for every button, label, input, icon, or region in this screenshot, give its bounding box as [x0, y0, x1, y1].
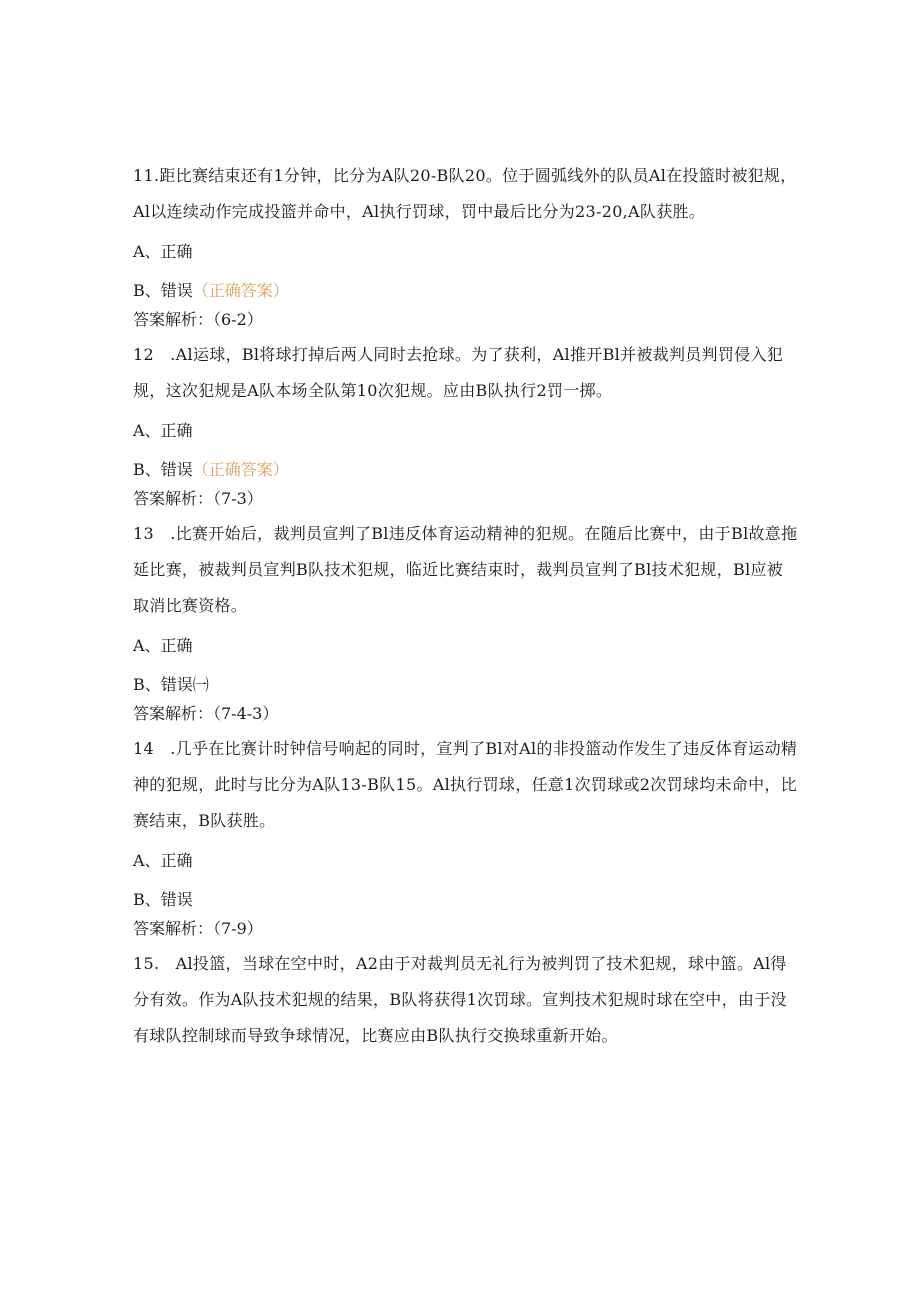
- option-b-label: B、错误: [133, 890, 193, 909]
- option-b: [133, 460, 798, 480]
- question-text: 12 .Al运球，Bl将球打掉后两人同时去抢球。为了获利，Al推开Bl并被裁判员判罚侵入犯规，这次犯规是A队本场全队第10次犯规。应由B队执行2罚一掷。: [133, 345, 784, 400]
- question-text: 11.距比赛结束还有1分钟，比分为A队20-B队20。位于圆弧线外的队员Al在投篮时被犯规，Al以连续动作完成投篮并命中，Al执行罚球，罚中最后比分为23-20,A队获胜。: [133, 166, 797, 221]
- question-14: [133, 731, 798, 939]
- option-b-label: B、错误: [133, 460, 193, 479]
- option-a: A、正确: [133, 636, 193, 655]
- option-a: A、正确: [133, 851, 193, 870]
- option-b-label: B、错误㈠: [133, 675, 209, 694]
- question-11: [133, 158, 798, 330]
- option-a: A、正确: [133, 421, 193, 440]
- question-15: [133, 946, 798, 1054]
- answer-analysis: 答案解析：（7-9）: [133, 919, 263, 938]
- question-text: 14 .几乎在比赛计时钟信号响起的同时，宣判了Bl对Al的非投篮动作发生了违反体育运动精神的犯规，此时与比分为A队13-B队15。Al执行罚球，任意1次罚球或2次罚球均未命中，比赛结束，B队获胜。: [133, 739, 798, 830]
- answer-analysis: 答案解析：（7-4-3）: [133, 704, 279, 723]
- option-b: [133, 890, 798, 910]
- answer-analysis: 答案解析：（6-2）: [133, 310, 263, 329]
- option-b: [133, 281, 798, 301]
- question-text: 15. Al投篮，当球在空中时，A2由于对裁判员无礼行为被判罚了技术犯规，球中篮。Al得分有效。作为A队技术犯规的结果，B队将获得1次罚球。宣判技术犯规时球在空中，由于没有球队控制球而导致争球情况，比赛应由B队执行交换球重新开始。: [133, 954, 787, 1045]
- document-page: [133, 158, 798, 1054]
- answer-analysis: 答案解析：（7-3）: [133, 489, 263, 508]
- question-13: [133, 516, 798, 724]
- correct-answer-tag: （正确答案）: [192, 281, 289, 300]
- option-a: A、正确: [133, 242, 193, 261]
- option-b: [133, 675, 798, 695]
- question-text: 13 .比赛开始后，裁判员宣判了Bl违反体育运动精神的犯规。在随后比赛中，由于Bl故意拖延比赛，被裁判员宣判B队技术犯规，临近比赛结束时，裁判员宣判了Bl技术犯规，Bl应被取消比赛资格。: [133, 524, 798, 615]
- correct-answer-tag: （正确答案）: [192, 460, 289, 479]
- option-b-label: B、错误: [133, 281, 193, 300]
- question-12: [133, 337, 798, 509]
